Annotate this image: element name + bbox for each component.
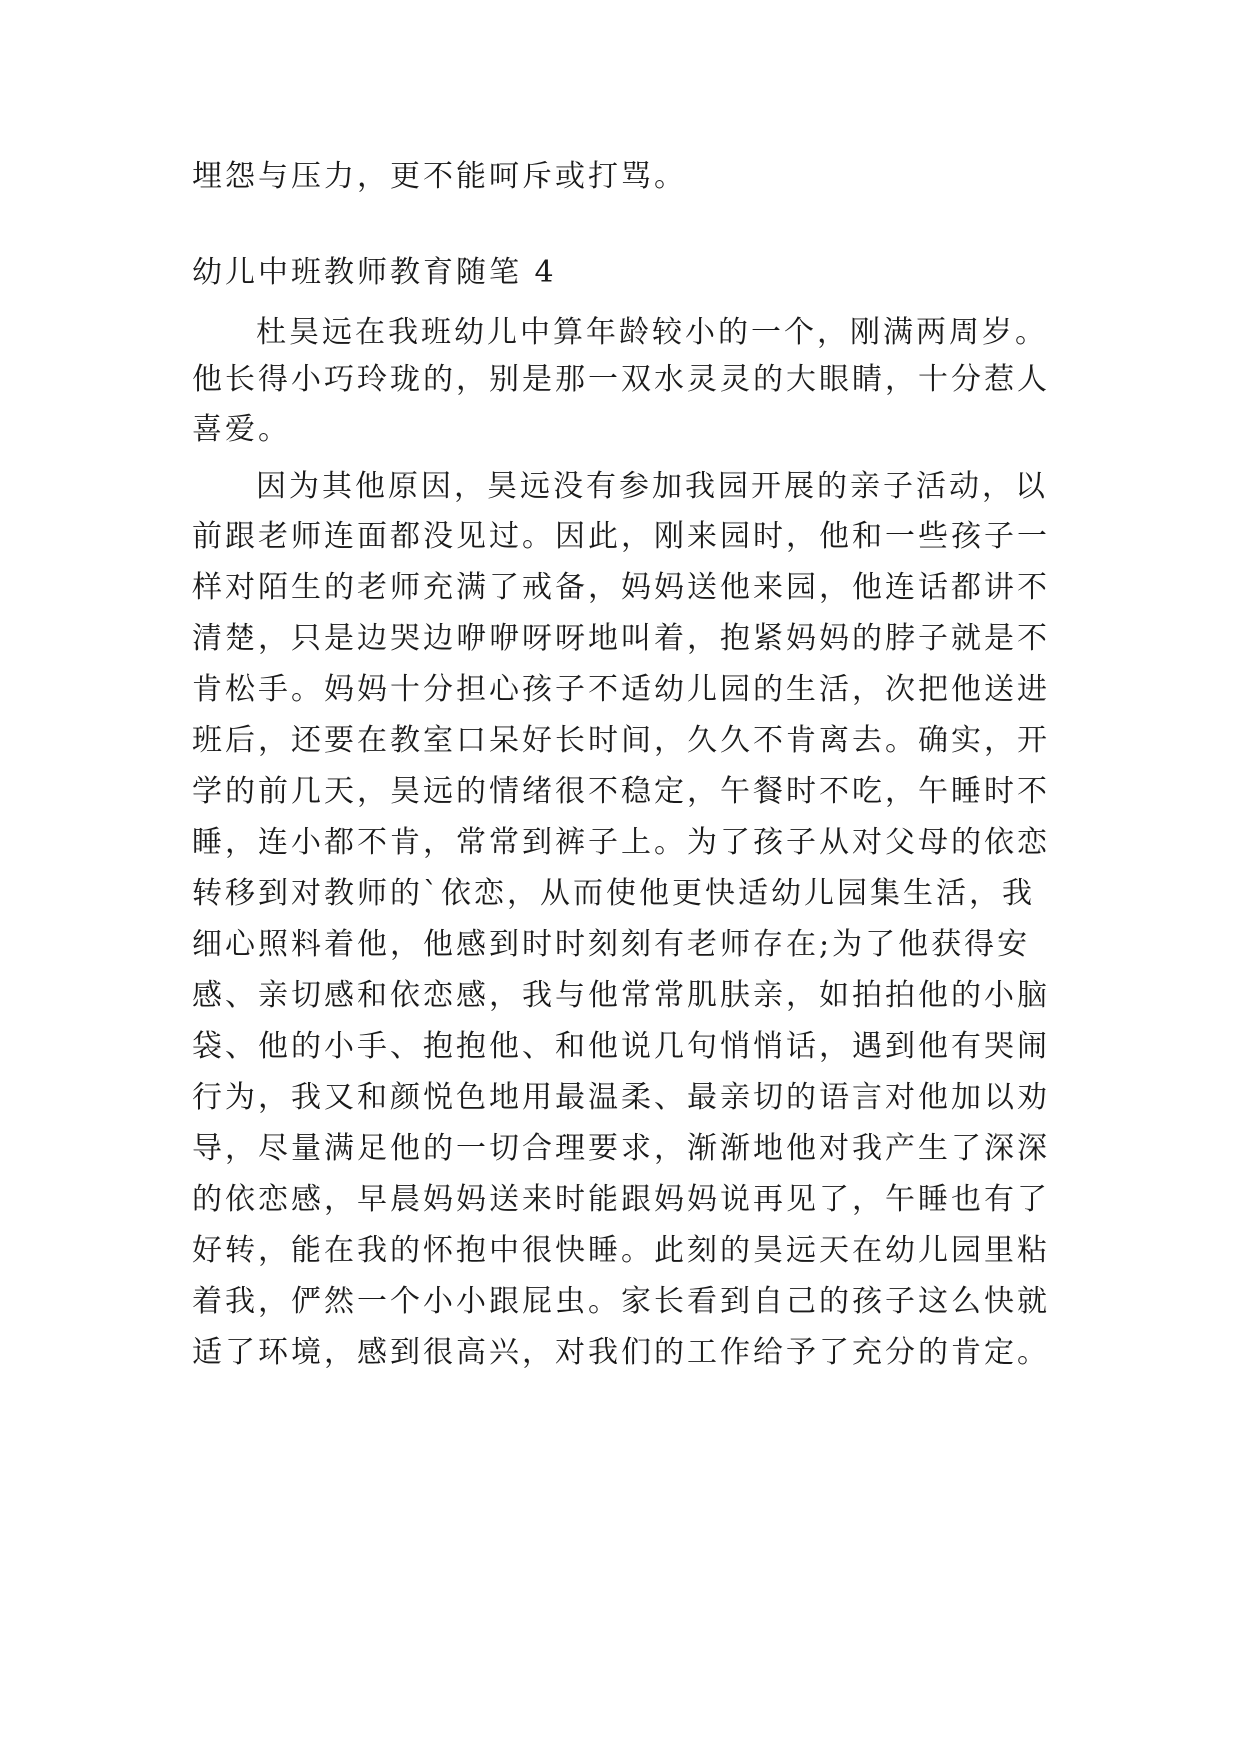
paragraph-2-line-16: 好转，能在我的怀抱中很快睡。此刻的昊远天在幼儿园里粘	[192, 1233, 1050, 1268]
paragraph-2-line-9: 转移到对教师的`依恋，从而使他更快适幼儿园集生活，我	[192, 876, 1035, 911]
paragraph-2-line-2: 前跟老师连面都没见过。因此，刚来园时，他和一些孩子一	[192, 519, 1050, 554]
section-title: 幼儿中班教师教育随笔 4	[192, 255, 557, 290]
paragraph-2-line-7: 学的前几天，昊远的情绪很不稳定，午餐时不吃，午睡时不	[192, 774, 1050, 809]
paragraph-2-line-1: 因为其他原因，昊远没有参加我园开展的亲子活动，以	[256, 469, 1048, 504]
paragraph-2-line-14: 导，尽量满足他的一切合理要求，渐渐地他对我产生了深深	[192, 1131, 1050, 1166]
paragraph-2-line-8: 睡，连小都不肯，常常到裤子上。为了孩子从对父母的依恋	[192, 825, 1050, 860]
paragraph-1-line-3: 喜爱。	[192, 412, 291, 447]
paragraph-2-line-12: 袋、他的小手、抱抱他、和他说几句悄悄话，遇到他有哭闹	[192, 1029, 1050, 1064]
paragraph-2-line-17: 着我，俨然一个小小跟屁虫。家长看到自己的孩子这么快就	[192, 1284, 1050, 1319]
paragraph-2-line-3: 样对陌生的老师充满了戒备，妈妈送他来园，他连话都讲不	[192, 570, 1050, 605]
paragraph-1-line-1: 杜昊远在我班幼儿中算年龄较小的一个，刚满两周岁。	[256, 315, 1048, 350]
paragraph-2-line-6: 班后，还要在教室口呆好长时间，久久不肯离去。确实，开	[192, 723, 1050, 758]
paragraph-1-line-2: 他长得小巧玲珑的，别是那一双水灵灵的大眼睛，十分惹人	[192, 362, 1050, 397]
paragraph-2-line-18: 适了环境，感到很高兴，对我们的工作给予了充分的肯定。	[192, 1335, 1050, 1370]
paragraph-2-line-4: 清楚，只是边哭边咿咿呀呀地叫着，抱紧妈妈的脖子就是不	[192, 621, 1050, 656]
previous-paragraph-tail: 埋怨与压力，更不能呵斥或打骂。	[192, 159, 687, 194]
paragraph-2-line-5: 肯松手。妈妈十分担心孩子不适幼儿园的生活，次把他送进	[192, 672, 1050, 707]
paragraph-2-line-11: 感、亲切感和依恋感，我与他常常肌肤亲，如拍拍他的小脑	[192, 978, 1050, 1013]
paragraph-2-line-10: 细心照料着他，他感到时时刻刻有老师存在;为了他获得安	[192, 927, 1031, 962]
paragraph-2-line-13: 行为，我又和颜悦色地用最温柔、最亲切的语言对他加以劝	[192, 1080, 1050, 1115]
paragraph-2-line-15: 的依恋感，早晨妈妈送来时能跟妈妈说再见了，午睡也有了	[192, 1182, 1050, 1217]
